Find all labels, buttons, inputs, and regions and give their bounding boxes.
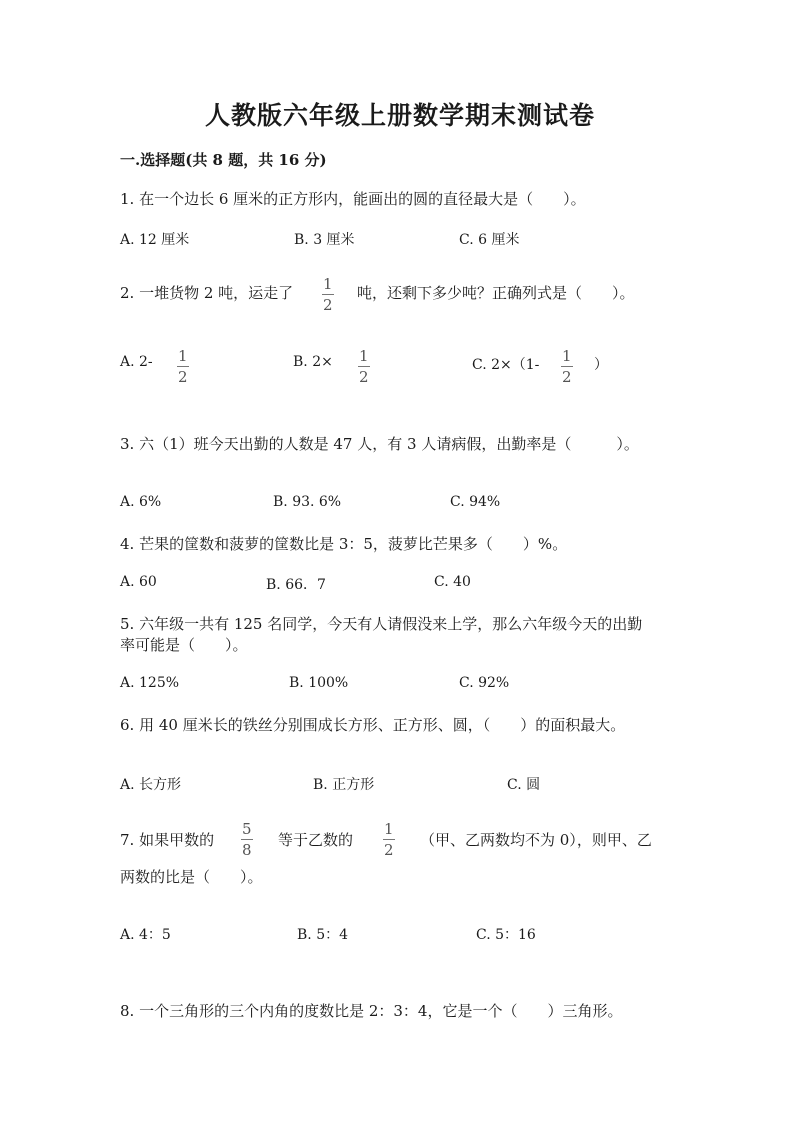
question-6: 6. 用 40 厘米长的铁丝分别围成长方形、正方形、圆，（ ）的面积最大。 [120, 716, 626, 734]
question-7-middle: 等于乙数的 [278, 831, 354, 849]
q5-option-a: A. 125% [120, 675, 180, 691]
q4-option-b: B. 66．7 [266, 577, 326, 593]
fraction-numerator: 1 [562, 347, 572, 365]
q2-fraction [321, 277, 335, 313]
q4-option-a: A. 60 [120, 574, 157, 590]
fraction-denominator: 2 [384, 841, 394, 859]
q5-option-c: C. 92% [459, 675, 510, 691]
fraction-denominator: 2 [562, 368, 572, 386]
fraction-numerator: 5 [242, 820, 252, 838]
q7-fraction-1 [240, 822, 254, 858]
question-5-line-1: 5. 六年级一共有 125 名同学，今天有人请假没来上学，那么六年级今天的出勤 [120, 615, 643, 633]
q1-option-c: C. 6 厘米 [459, 232, 520, 248]
q5-option-b: B. 100% [289, 675, 349, 691]
q3-option-b: B. 93. 6% [273, 494, 342, 510]
question-1: 1. 在一个边长 6 厘米的正方形内，能画出的圆的直径最大是（ ）。 [120, 190, 586, 208]
q7-option-c: C. 5：16 [476, 927, 536, 943]
fraction-numerator: 1 [384, 820, 394, 838]
q1-option-a: A. 12 厘米 [120, 232, 190, 248]
question-7-line-2: 两数的比是（ ）。 [120, 868, 263, 886]
q7-fraction-2 [382, 822, 396, 858]
question-8: 8. 一个三角形的三个内角的度数比是 2：3：4，它是一个（ ）三角形。 [120, 1002, 623, 1020]
q2-option-a: A. 2- [120, 354, 153, 370]
q2-fraction-numerator: 1 [323, 275, 333, 293]
q3-option-a: A. 6% [120, 494, 162, 510]
q6-option-b: B. 正方形 [313, 777, 375, 793]
question-5-line-2: 率可能是（ ）。 [120, 636, 248, 654]
fraction-denominator: 2 [359, 368, 369, 386]
fraction-numerator: 1 [178, 347, 188, 365]
question-7-prefix: 7. 如果甲数的 [120, 831, 215, 849]
q6-option-a: A. 长方形 [120, 777, 182, 793]
question-4: 4. 芒果的筐数和菠萝的筐数比是 3：5，菠萝比芒果多（ ）%。 [120, 535, 568, 553]
fraction-numerator: 1 [359, 347, 369, 365]
question-7-suffix: （甲、乙两数均不为 0），则甲、乙 [420, 831, 652, 849]
fraction-denominator: 2 [178, 368, 188, 386]
q2-option-c-fraction [560, 349, 574, 385]
question-3: 3. 六（1）班今天出勤的人数是 47 人，有 3 人请病假，出勤率是（ ）。 [120, 435, 639, 453]
q3-option-c: C. 94% [450, 494, 501, 510]
q2-option-b: B. 2× [293, 354, 333, 370]
q4-option-c: C. 40 [434, 574, 471, 590]
question-2-suffix: 吨，还剩下多少吨？正确列式是（ ）。 [357, 284, 635, 302]
q2-option-a-fraction [176, 349, 190, 385]
q7-option-b: B. 5：4 [297, 927, 349, 943]
page-title: 人教版六年级上册数学期末测试卷 [204, 101, 595, 130]
fraction-denominator: 8 [242, 841, 252, 859]
q2-option-c-suffix: ） [594, 357, 608, 373]
q2-option-c: C. 2×（1- [472, 357, 540, 373]
section-heading: 一.选择题(共 8 题，共 16 分) [120, 151, 327, 169]
q2-fraction-denominator: 2 [323, 296, 333, 314]
q6-option-c: C. 圆 [507, 777, 541, 793]
question-2-prefix: 2. 一堆货物 2 吨，运走了 [120, 284, 294, 302]
q1-option-b: B. 3 厘米 [294, 232, 355, 248]
q7-option-a: A. 4：5 [120, 927, 171, 943]
q2-option-b-fraction [357, 349, 371, 385]
